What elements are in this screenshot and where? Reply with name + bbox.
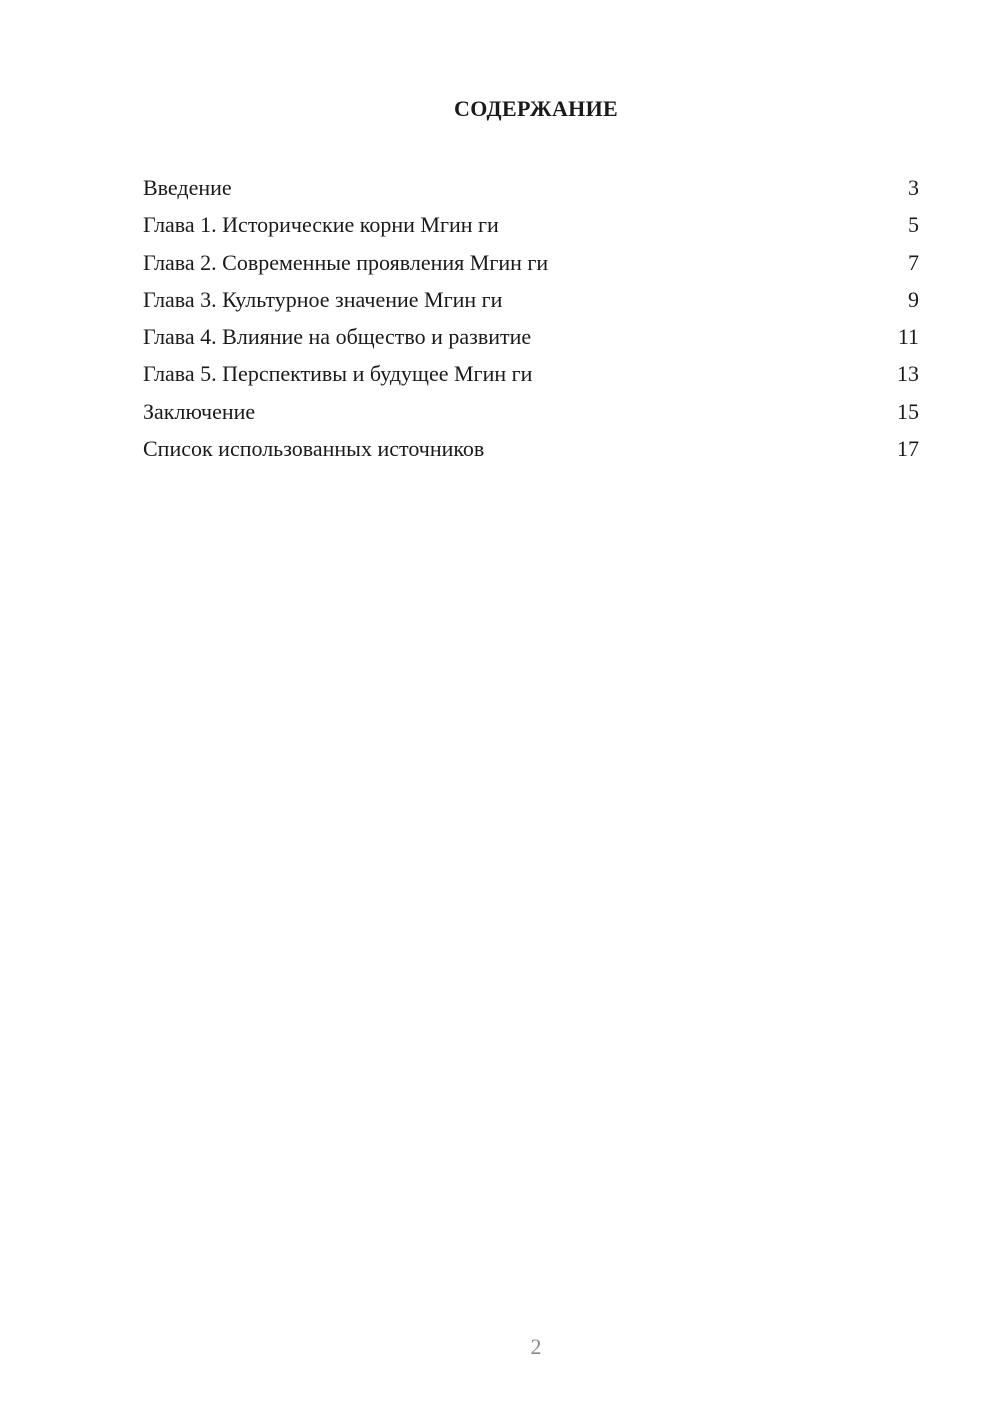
- toc-entry-page: 5: [908, 212, 919, 238]
- toc-entry: [143, 281, 919, 318]
- toc-entry-label: Глава 2. Современные проявления Мгин ги: [143, 249, 549, 275]
- toc-entry: [143, 169, 919, 206]
- table-of-contents: [143, 169, 919, 467]
- toc-entry: [143, 206, 919, 243]
- toc-entry: [143, 355, 919, 392]
- toc-entry-label: Список использованных источников: [143, 436, 485, 462]
- toc-entry-label: Глава 5. Перспективы и будущее Мгин ги: [143, 361, 533, 387]
- toc-entry: [143, 318, 919, 355]
- toc-entry-label: Заключение: [143, 398, 256, 424]
- toc-entry-page: 9: [908, 286, 919, 312]
- toc-entry-page: 3: [908, 175, 919, 200]
- toc-entry-page: 13: [897, 361, 919, 387]
- toc-entry-label: Глава 4. Влияние на общество и развитие: [143, 324, 532, 350]
- toc-entry-page: 7: [908, 249, 919, 275]
- toc-entry-page: 17: [897, 436, 919, 462]
- toc-entry-label: Глава 3. Культурное значение Мгин ги: [143, 286, 503, 312]
- toc-entry: [143, 244, 919, 281]
- page-title: СОДЕРЖАНИЕ: [454, 96, 618, 121]
- toc-entry-label: Глава 1. Исторические корни Мгин ги: [143, 212, 499, 238]
- toc-entry-label: Введение: [143, 175, 232, 200]
- toc-entry: [143, 430, 919, 467]
- page-number: 2: [530, 1334, 542, 1359]
- toc-entry-page: 11: [897, 324, 919, 350]
- toc-entry-page: 15: [897, 398, 919, 424]
- toc-entry: [143, 393, 919, 430]
